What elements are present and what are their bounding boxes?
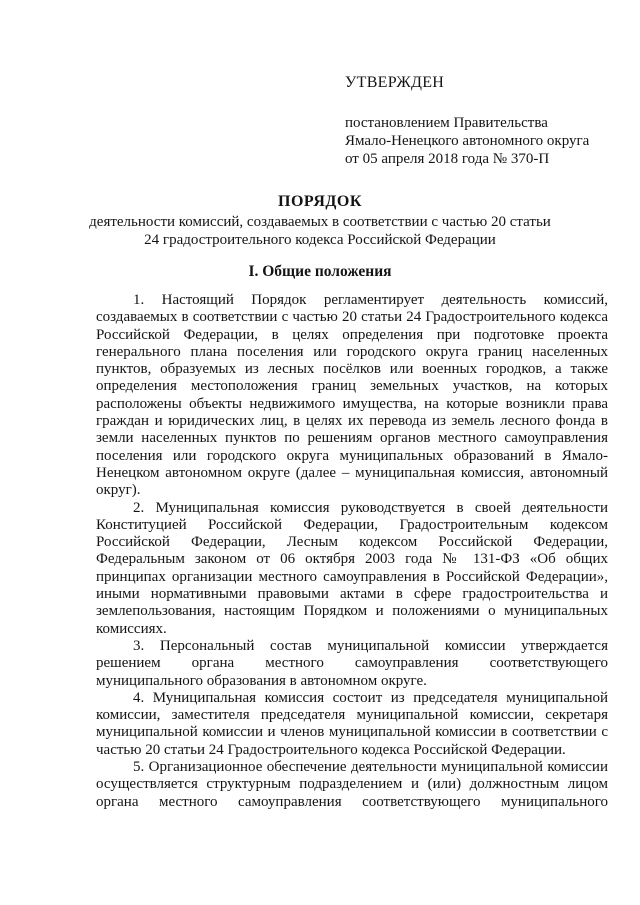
- section-heading: I. Общие положения: [248, 263, 392, 280]
- approval-line-decree: постановлением Правительства: [345, 115, 548, 131]
- approval-line-date: от 05 апреля 2018 года № 370-П: [345, 151, 550, 167]
- paragraph-1: 1. Настоящий Порядок регламентирует деятельность комиссий, создаваемых в соответствии с частью 20 статьи 24 Градостроительного кодекса Российской Федерации, в целях определения при подготовке проекта генерального плана поселения или городского округа границ населенных пунктов, образуемых из лесных посёлков или военных городков, а также определения местоположения границ земельных участков, на которых расположены объекты недвижимого имущества, на которые возникли права граждан и юридических лиц, в целях их перевода из земель лесного фонда в земли населенных пунктов по решениям органов местного самоуправления поселения или городского округа муниципальных образований в Ямало-Ненецком автономном округе (далее – муниципальная комиссия, автономный округ).: [96, 292, 608, 499]
- document-title: ПОРЯДОК: [278, 193, 362, 210]
- approval-stamp: [345, 74, 625, 168]
- paragraph-4: 4. Муниципальная комиссия состоит из председателя муниципальной комиссии, заместителя председателя муниципальной комиссии, секретаря муниципальной комиссии и членов муниципальной комиссии в соответствии с частью 20 статьи 24 Градостроительного кодекса Российской Федерации.: [96, 689, 608, 758]
- paragraph-2: 2. Муниципальная комиссия руководствуется в своей деятельности Конституцией Российской Федерации, Градостроительным кодексом Российской Федерации, Лесным кодексом Российской Федерации, Федеральным законом от 06 октября 2003 года № 131-ФЗ «Об общих принципах организации местного самоуправления в Российской Федерации», иными нормативными правовыми актами в сфере градостроительства и землепользования, настоящим Порядком и положениями о муниципальных комиссиях.: [96, 499, 608, 637]
- paragraph-3: 3. Персональный состав муниципальной комиссии утверждается решением органа местного самоуправления соответствующего муниципального образования в автономном округе.: [96, 637, 608, 689]
- approval-title: УТВЕРЖДЕН: [345, 74, 445, 91]
- paragraph-5: 5. Организационное обеспечение деятельности муниципальной комиссии осуществляется структурным подразделением и (или) должностным лицом органа местного самоуправления соответствующего муниципального: [96, 759, 608, 810]
- document-subtitle: деятельности комиссий, создаваемых в соответствии с частью 20 статьи 24 градостроительного кодекса Российской Федерации: [89, 214, 551, 248]
- approval-line-region: Ямало-Ненецкого автономного округа: [345, 133, 590, 149]
- section-body: [96, 292, 608, 811]
